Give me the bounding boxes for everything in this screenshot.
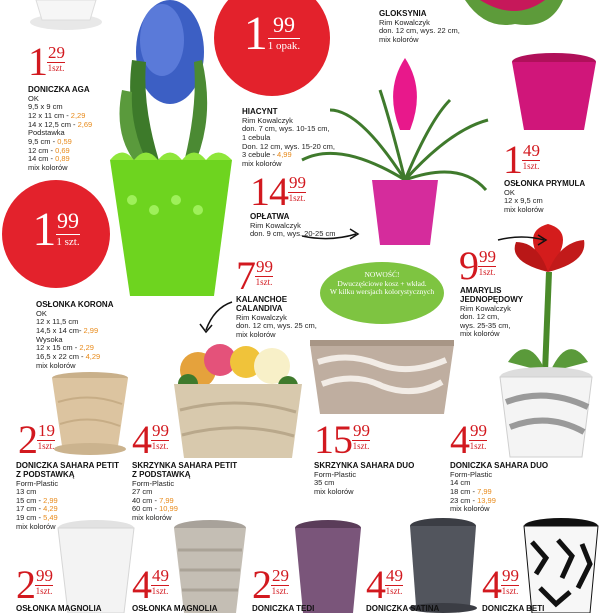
price-decimal: 99	[353, 421, 370, 440]
product-detail: Wysoka	[36, 334, 63, 344]
product-detail: mix kolorów	[242, 158, 282, 168]
product-detail: 9,5 x 9 cm	[28, 102, 63, 112]
product-detail: 14 cm - 0,89	[28, 154, 70, 164]
price-unit: 1szt.	[47, 63, 65, 73]
price-unit: 1szt.	[385, 586, 403, 596]
product-detail: 13 cm	[16, 487, 37, 497]
price-unit: 1szt.	[288, 193, 306, 203]
price-integer: 7	[236, 253, 255, 298]
price-circle	[2, 180, 110, 288]
price-integer: 2	[16, 562, 35, 607]
price-tag	[16, 562, 53, 607]
product-detail: 12 x 15 cm - 2,29	[36, 343, 94, 353]
product-detail: mix kolorów	[460, 329, 500, 339]
price-tag	[18, 417, 55, 462]
hiacynt-info	[242, 108, 335, 169]
price-tag	[236, 253, 273, 298]
product-detail: 12 x 9,5 cm	[504, 196, 543, 206]
product-detail: Rim Kowalczyk	[250, 220, 301, 230]
price-tag	[459, 243, 496, 288]
product-detail: 15 cm - 2,99	[16, 495, 58, 505]
product-name: OSŁONKA KORONA	[36, 300, 114, 309]
product-detail: Podstawka	[28, 128, 65, 138]
product-detail: 12 x 11,5 cm	[36, 317, 79, 327]
product-detail: wys. 25-35 cm,	[460, 320, 511, 330]
price-decimal: 99	[470, 421, 487, 440]
price-decimal: 99	[502, 566, 519, 585]
product-detail: don. 7 cm, wys. 10-15 cm,	[242, 124, 330, 134]
product-detail: Rim Kowalczyk	[236, 312, 287, 322]
price-integer: 15	[314, 417, 352, 462]
price-decimal: 19	[38, 421, 55, 440]
product-detail: mix kolorów	[132, 513, 172, 523]
product-name: DONICZKA SATINA	[366, 604, 440, 613]
magnolia-white-image	[56, 520, 136, 613]
price-integer: 2	[18, 417, 37, 462]
product-name: OSŁONKA MAGNOLIA	[132, 604, 218, 613]
product-detail: 9,5 cm - 0,59	[28, 136, 72, 146]
kalanchoe-image	[168, 340, 308, 460]
product-detail: OK	[504, 187, 515, 197]
product-detail: Rim Kowalczyk	[242, 115, 293, 125]
product-detail: OK	[28, 93, 39, 103]
product-detail: 27 cm	[132, 487, 153, 497]
price-integer: 4	[482, 562, 501, 607]
arrow-down-left-icon	[196, 298, 236, 338]
price-integer: 2	[252, 562, 271, 607]
skrzynka-duo-image	[308, 338, 456, 418]
price-integer: 4	[132, 562, 151, 607]
price-decimal: 49	[523, 141, 540, 160]
kalanchoe-info	[236, 296, 317, 339]
price-tag	[450, 417, 487, 462]
price-tag	[132, 562, 169, 607]
amarylis-info	[460, 287, 523, 339]
product-detail: 14,5 x 14 cm- 2,99	[36, 326, 99, 336]
beti-image	[522, 518, 600, 613]
price-tag	[252, 562, 289, 607]
gloksynia-info	[379, 10, 460, 45]
product-detail: 23 cm - 13,99	[450, 495, 496, 505]
product-detail: Form-Plastic	[16, 478, 59, 488]
price-unit: 1szt.	[352, 441, 370, 451]
price-unit: 1szt.	[501, 586, 519, 596]
oslonka-korona-info	[36, 301, 113, 370]
product-name: DONICZKA SAHARA PETIT	[16, 461, 119, 470]
product-detail: OK	[36, 308, 47, 318]
price-decimal: 99	[289, 173, 306, 192]
price-decimal: 99	[152, 421, 169, 440]
price-decimal: 29	[272, 566, 289, 585]
product-detail: Form-Plastic	[132, 478, 175, 488]
product-name: OSŁONKA PRYMULA	[504, 179, 586, 188]
new-badge	[320, 262, 444, 324]
product-name: CALANDIVA	[236, 303, 283, 313]
price-integer: 4	[450, 417, 469, 462]
product-detail: mix kolorów	[314, 487, 354, 497]
price-unit: 1szt.	[37, 441, 55, 451]
price-unit: 1szt.	[151, 586, 169, 596]
price-unit: 1szt.	[35, 586, 53, 596]
price-unit: 1szt.	[151, 441, 169, 451]
price-unit: 1szt.	[271, 586, 289, 596]
oslonka-prymula-info	[504, 180, 585, 215]
price-unit: 1szt.	[478, 267, 496, 277]
product-detail: don. 9 cm, wys. 20-25 cm	[250, 229, 336, 239]
product-detail: don. 12 cm, wys. 22 cm,	[379, 26, 460, 36]
skrzynka-petit-info	[132, 462, 237, 523]
price-tag	[503, 137, 540, 182]
arrow-right-icon	[496, 230, 550, 250]
product-name: SKRZYNKA SAHARA PETIT	[132, 461, 238, 470]
price-integer: 1	[243, 7, 268, 60]
badge-text: Dwuczęściowe kosz + wkład.	[337, 278, 427, 288]
product-detail: 14 x 12,5 cm - 2,69	[28, 119, 93, 129]
product-detail: mix kolorów	[36, 360, 76, 370]
product-name: JEDNOPĘDOWY	[460, 294, 524, 304]
badge-text: W kilku wersjach kolorystycznych	[329, 287, 435, 297]
price-integer: 9	[459, 243, 478, 288]
magnolia-grey-image	[172, 520, 248, 613]
price-integer: 14	[250, 169, 288, 214]
price-decimal: 49	[152, 566, 169, 585]
tedi-image	[293, 520, 363, 613]
satina-image	[408, 518, 478, 613]
product-detail: 60 cm - 10,99	[132, 504, 178, 514]
product-detail: 3 cebule - 4,99	[242, 150, 292, 160]
product-detail: 18 cm - 7,99	[450, 487, 492, 497]
product-name: DONICZKA BETI	[482, 604, 545, 613]
product-detail: 1 cebula	[242, 133, 271, 143]
product-name: Z PODSTAWKĄ	[132, 469, 191, 479]
product-detail: mix kolorów	[379, 35, 419, 45]
price-tag	[366, 562, 403, 607]
price-tag	[28, 39, 65, 84]
doniczka-aga-info	[28, 86, 92, 172]
sahara-duo-info	[450, 462, 548, 514]
price-decimal: 49	[386, 566, 403, 585]
gloksynia-image	[455, 0, 565, 32]
product-name: DONICZKA SAHARA DUO	[450, 461, 549, 470]
product-name: DONICZKA AGA	[28, 85, 90, 94]
product-detail: 40 cm - 7,99	[132, 495, 174, 505]
product-detail: mix kolorów	[236, 329, 276, 339]
price-unit: 1szt.	[255, 277, 273, 287]
price-unit: 1szt.	[522, 161, 540, 171]
price-decimal: 29	[48, 43, 65, 62]
price-integer: 1	[28, 39, 47, 84]
product-detail: mix kolorów	[504, 205, 544, 215]
price-decimal: 99	[36, 566, 53, 585]
product-detail: 17 cm - 4,29	[16, 504, 58, 514]
product-detail: Rim Kowalczyk	[460, 303, 511, 313]
product-detail: mix kolorów	[28, 162, 68, 172]
product-detail: Don. 12 cm, wys. 15-20 cm,	[242, 141, 335, 151]
price-decimal: 99	[272, 12, 295, 37]
product-name: GLOKSYNIA	[379, 9, 427, 18]
product-name: KALANCHOE	[236, 295, 288, 304]
product-name: DONICZKA TEDI	[252, 604, 315, 613]
sahara-petit-image	[50, 372, 130, 456]
price-tag	[482, 562, 519, 607]
product-detail: Rim Kowalczyk	[379, 17, 430, 27]
price-tag	[250, 169, 306, 214]
skrzynka-duo-info	[314, 462, 414, 497]
price-integer: 1	[32, 203, 57, 256]
product-name: AMARYLIS	[460, 286, 502, 295]
price-tag	[132, 417, 169, 462]
product-detail: Form-Plastic	[314, 469, 357, 479]
sahara-petit-info	[16, 462, 119, 531]
white-pot-image	[26, 0, 106, 32]
oslonka-prymula-image	[510, 52, 598, 132]
product-name: OPŁATWA	[250, 212, 290, 221]
price-unit: 1szt.	[469, 441, 487, 451]
product-detail: mix kolorów	[16, 521, 56, 531]
product-detail: 14 cm	[450, 478, 471, 488]
product-detail: 19 cm - 5,49	[16, 513, 58, 523]
product-name: OSŁONKA MAGNOLIA	[16, 604, 102, 613]
price-decimal: 99	[56, 208, 79, 233]
oplatwa-info	[250, 213, 335, 239]
product-detail: don. 12 cm, wys. 25 cm,	[236, 321, 317, 331]
product-detail: mix kolorów	[450, 504, 490, 514]
product-detail: 35 cm	[314, 478, 335, 488]
price-tag	[314, 417, 370, 462]
price-unit: 1 szt.	[56, 236, 80, 248]
badge-title: NOWOŚĆ!	[364, 270, 400, 279]
price-integer: 4	[132, 417, 151, 462]
price-decimal: 99	[479, 247, 496, 266]
product-detail: 12 x 11 cm - 2,29	[28, 111, 86, 121]
price-decimal: 99	[256, 257, 273, 276]
price-unit: 1 opak.	[267, 40, 301, 52]
product-name: SKRZYNKA SAHARA DUO	[314, 461, 415, 470]
product-detail: don. 12 cm,	[460, 312, 500, 322]
price-integer: 4	[366, 562, 385, 607]
product-name: HIACYNT	[242, 107, 278, 116]
price-integer: 1	[503, 137, 522, 182]
product-detail: 16,5 x 22 cm - 4,29	[36, 351, 101, 361]
product-name: Z PODSTAWKĄ	[16, 469, 75, 479]
product-detail: Form-Plastic	[450, 469, 493, 479]
product-detail: 12 cm - 0,69	[28, 145, 70, 155]
